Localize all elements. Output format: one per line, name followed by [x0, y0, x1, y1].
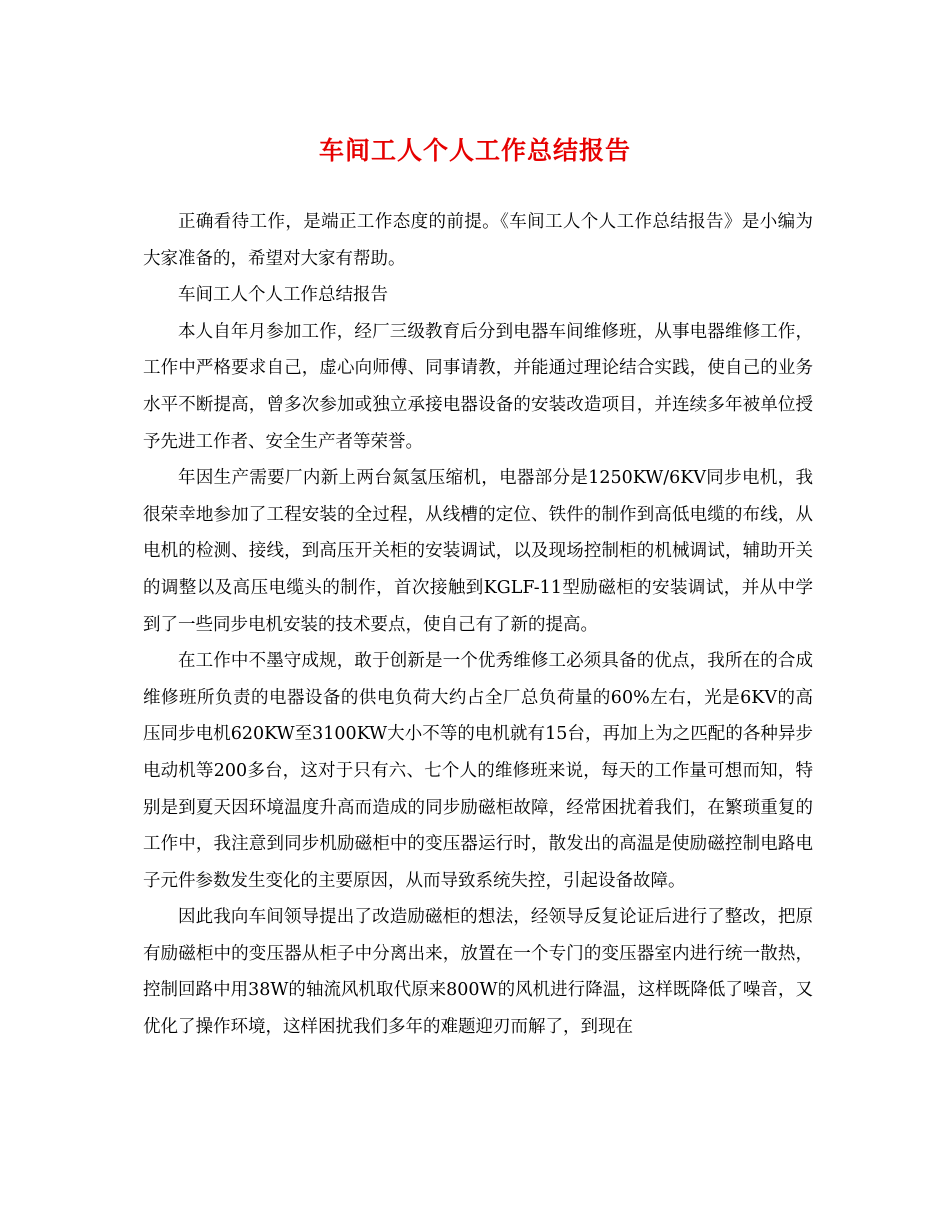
document-title: 车间工人个人工作总结报告	[318, 136, 631, 165]
paragraph-innovation: 在工作中不墨守成规，敢于创新是一个优秀维修工必须具备的优点，我所在的合成维修班所负责的电器设备的供电负荷大约占全厂总负荷量的60%左右，光是6KV的高压同步电机620KW至3100KW大小不等的电机就有15台，再加上为之匹配的各种异步电动机等200多台，这对于只有六、七个人的维修班来说，每天的工作量可想而知，特别是到夏天因环境温度升高而造成的同步励磁柜故障，经常困扰着我们，在繁琐重复的工作中，我注意到同步机励磁柜中的变压器运行时，散发出的高温是使励磁控制电路电子元件参数发生变化的主要原因，从而导致系统失控，引起设备故障。	[143, 651, 813, 891]
paragraph-background: 本人自年月参加工作，经厂三级教育后分到电器车间维修班，从事电器维修工作，工作中严格要求自己，虚心向师傅、同事请教，并能通过理论结合实践，使自己的业务水平不断提高，曾多次参加或独立承接电器设备的安装改造项目，并连续多年被单位授予先进工作者、安全生产者等荣誉。	[143, 321, 813, 452]
paragraph-improvement: 因此我向车间领导提出了改造励磁柜的想法，经领导反复论证后进行了整改，把原有励磁柜中的变压器从柜子中分离出来，放置在一个专门的变压器室内进行统一散热，控制回路中用38W的轴流风机取代原来800W的风机进行降温，这样既降低了噪音，又优化了操作环境，这样困扰我们多年的难题迎刃而解了，到现在	[143, 907, 813, 1038]
paragraph-intro: 正确看待工作，是端正工作态度的前提。《车间工人个人工作总结报告》是小编为大家准备的，希望对大家有帮助。	[143, 212, 813, 269]
paragraph-subtitle: 车间工人个人工作总结报告	[178, 285, 388, 306]
document-body	[143, 204, 813, 1046]
paragraph-installation: 年因生产需要厂内新上两台氮氢压缩机，电器部分是1250KW/6KV同步电机，我很荣幸地参加了工程安装的全过程，从线槽的定位、铁件的制作到高低电缆的布线，从电机的检测、接线，到高压开关柜的安装调试，以及现场控制柜的机械调试，辅助开关的调整以及高压电缆头的制作，首次接触到KGLF-11型励磁柜的安装调试，并从中学到了一些同步电机安装的技术要点，使自己有了新的提高。	[143, 468, 813, 635]
